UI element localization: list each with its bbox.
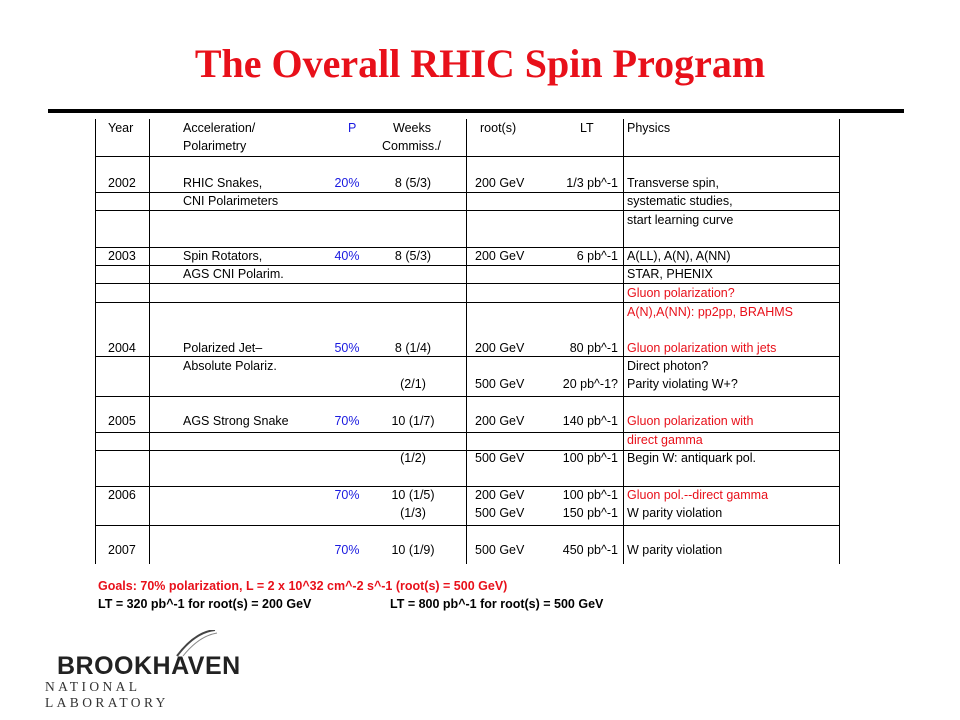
row-divider (95, 302, 840, 303)
header-p: P (348, 121, 357, 135)
physics-cell: direct gamma (627, 433, 703, 447)
polarization-cell: 20% (334, 176, 360, 190)
physics-cell: Gluon pol.--direct gamma (627, 488, 769, 502)
year-cell: 2005 (108, 414, 136, 428)
weeks-cell: 10 (1/7) (391, 414, 435, 428)
physics-cell: systematic studies, (627, 194, 733, 208)
year-cell: 2004 (108, 341, 136, 355)
row-divider (95, 486, 840, 487)
acceleration-cell: CNI Polarimeters (183, 194, 279, 208)
row-divider (95, 210, 840, 211)
acceleration-cell: RHIC Snakes, (183, 176, 263, 190)
year-cell: 2006 (108, 488, 136, 502)
col-divider (466, 119, 467, 564)
year-cell: 2007 (108, 543, 136, 557)
polarization-cell: 50% (334, 341, 360, 355)
slide-title: The Overall RHIC Spin Program (194, 41, 766, 86)
energy-cell: 500 GeV (475, 543, 525, 557)
physics-cell: A(LL), A(N), A(NN) (627, 249, 731, 263)
table-border-right (839, 119, 840, 564)
energy-cell: 200 GeV (475, 176, 525, 190)
energy-cell: 200 GeV (475, 249, 525, 263)
table-border-left (95, 119, 96, 564)
lt-500-text: LT = 800 pb^-1 for root(s) = 500 GeV (390, 597, 604, 611)
luminosity-cell: 450 pb^-1 (562, 543, 618, 557)
weeks-cell: 10 (1/5) (391, 488, 435, 502)
luminosity-cell: 150 pb^-1 (562, 506, 618, 520)
col-divider (149, 119, 150, 564)
header-physics: Physics (627, 121, 671, 135)
logo-subtitle: NATIONAL LABORATORY (45, 679, 169, 710)
row-divider (95, 156, 840, 157)
brookhaven-logo (45, 630, 265, 710)
physics-cell: STAR, PHENIX (627, 267, 713, 281)
header-acceleration: Acceleration/ (183, 121, 256, 135)
header-polarimetry: Polarimetry (183, 139, 247, 153)
luminosity-cell: 80 pb^-1 (569, 341, 618, 355)
energy-cell: 200 GeV (475, 341, 525, 355)
row-divider (95, 247, 840, 248)
luminosity-cell: 20 pb^-1? (562, 377, 618, 391)
weeks-cell: (2/1) (400, 377, 426, 391)
weeks-cell: (1/2) (400, 451, 426, 465)
header-roots: root(s) (480, 121, 517, 135)
energy-cell: 500 GeV (475, 377, 525, 391)
physics-cell: Transverse spin, (627, 176, 719, 190)
polarization-cell: 70% (334, 414, 360, 428)
polarization-cell: 70% (334, 488, 360, 502)
header-weeks: Weeks (393, 121, 431, 135)
luminosity-cell: 100 pb^-1 (562, 451, 618, 465)
energy-cell: 200 GeV (475, 488, 525, 502)
physics-cell: A(N),A(NN): pp2pp, BRAHMS (627, 305, 794, 319)
header-lt: LT (580, 121, 594, 135)
row-divider (95, 396, 840, 397)
physics-cell: Begin W: antiquark pol. (627, 451, 757, 465)
physics-cell: W parity violation (627, 506, 723, 520)
physics-cell: Gluon polarization with jets (627, 341, 777, 355)
row-divider (95, 265, 840, 266)
energy-cell: 500 GeV (475, 451, 525, 465)
row-divider (95, 283, 840, 284)
acceleration-cell: Polarized Jet– (183, 341, 263, 355)
lt-200-text: LT = 320 pb^-1 for root(s) = 200 GeV (98, 597, 312, 611)
luminosity-cell: 140 pb^-1 (562, 414, 618, 428)
luminosity-cell: 1/3 pb^-1 (566, 176, 618, 190)
acceleration-cell: Spin Rotators, (183, 249, 263, 263)
weeks-cell: 8 (5/3) (394, 249, 432, 263)
acceleration-cell: Absolute Polariz. (183, 359, 277, 373)
physics-cell: start learning curve (627, 213, 734, 227)
polarization-cell: 70% (334, 543, 360, 557)
physics-cell: Gluon polarization? (627, 286, 735, 300)
energy-cell: 500 GeV (475, 506, 525, 520)
title-divider (48, 109, 904, 113)
logo-wordmark: BROOKHAVEN (57, 652, 241, 680)
luminosity-cell: 100 pb^-1 (562, 488, 618, 502)
energy-cell: 200 GeV (475, 414, 525, 428)
header-year: Year (108, 121, 134, 135)
acceleration-cell: AGS CNI Polarim. (183, 267, 284, 281)
physics-cell: Direct photon? (627, 359, 709, 373)
weeks-cell: 8 (1/4) (394, 341, 432, 355)
row-divider (95, 192, 840, 193)
weeks-cell: 8 (5/3) (394, 176, 432, 190)
physics-cell: W parity violation (627, 543, 723, 557)
weeks-cell: (1/3) (400, 506, 426, 520)
header-commiss: Commiss./ (382, 139, 442, 153)
acceleration-cell: AGS Strong Snake (183, 414, 289, 428)
year-cell: 2003 (108, 249, 136, 263)
polarization-cell: 40% (334, 249, 360, 263)
row-divider (95, 356, 840, 357)
year-cell: 2002 (108, 176, 136, 190)
luminosity-cell: 6 pb^-1 (576, 249, 618, 263)
spin-program-table (95, 119, 840, 564)
physics-cell: Gluon polarization with (627, 414, 754, 428)
physics-cell: Parity violating W+? (627, 377, 738, 391)
weeks-cell: 10 (1/9) (391, 543, 435, 557)
goals-text: Goals: 70% polarization, L = 2 x 10^32 cm^-2 s^-1 (root(s) = 500 GeV) (98, 579, 508, 593)
col-divider (623, 119, 624, 564)
row-divider (95, 525, 840, 526)
row-divider (95, 432, 840, 433)
